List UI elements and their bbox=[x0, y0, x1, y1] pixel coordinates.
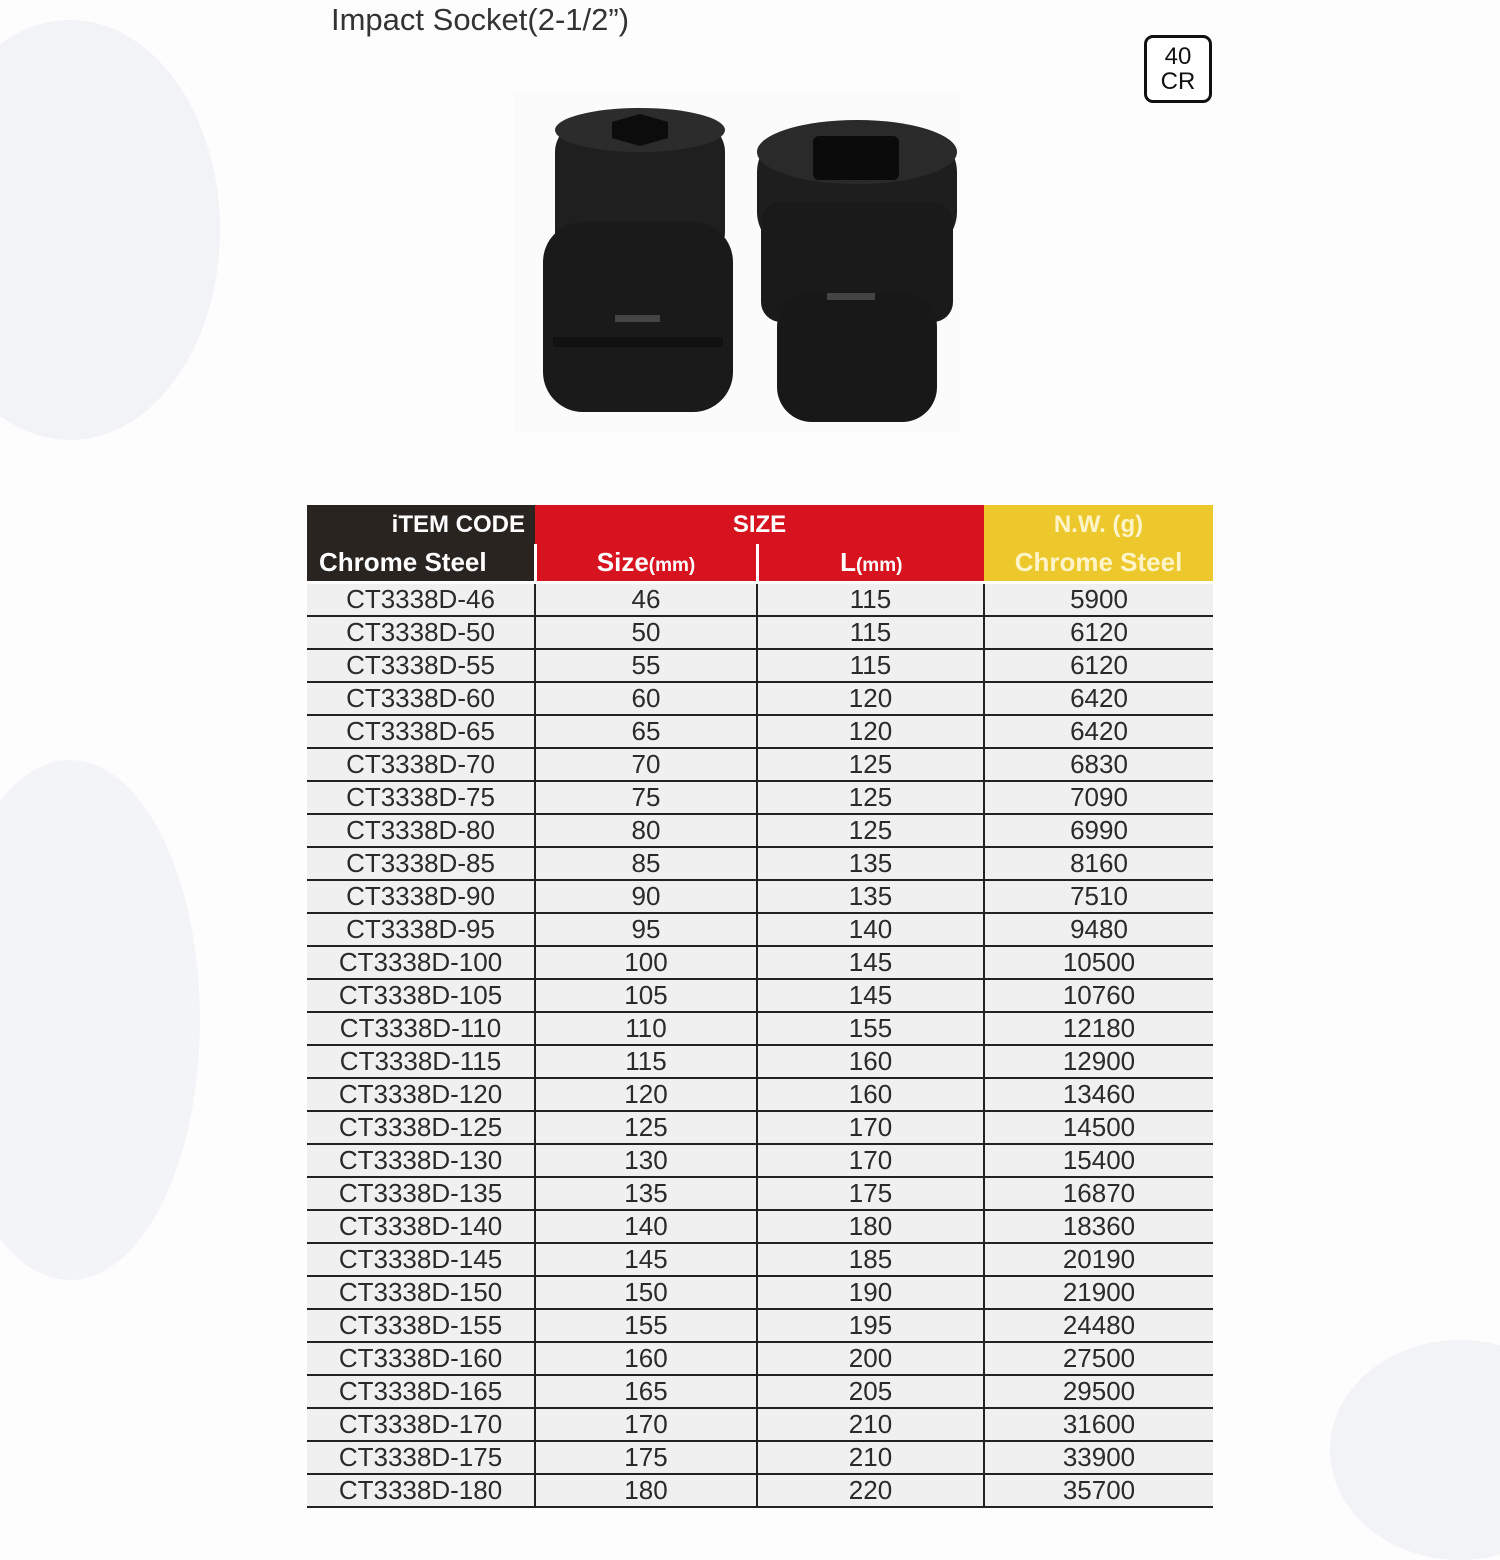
length-cell: 125 bbox=[757, 814, 984, 847]
length-cell: 135 bbox=[757, 880, 984, 913]
table-row bbox=[307, 1012, 1213, 1045]
item-code-cell: CT3338D-46 bbox=[307, 583, 535, 617]
size-cell: 110 bbox=[535, 1012, 757, 1045]
length-cell: 195 bbox=[757, 1309, 984, 1342]
table-row bbox=[307, 814, 1213, 847]
table-row bbox=[307, 1408, 1213, 1441]
header-row-1 bbox=[307, 505, 1213, 544]
length-cell: 125 bbox=[757, 748, 984, 781]
size-cell: 150 bbox=[535, 1276, 757, 1309]
size-cell: 95 bbox=[535, 913, 757, 946]
length-cell: 210 bbox=[757, 1441, 984, 1474]
weight-cell: 29500 bbox=[984, 1375, 1213, 1408]
weight-cell: 18360 bbox=[984, 1210, 1213, 1243]
length-cell: 170 bbox=[757, 1144, 984, 1177]
table-row bbox=[307, 847, 1213, 880]
length-cell: 170 bbox=[757, 1111, 984, 1144]
weight-cell: 33900 bbox=[984, 1441, 1213, 1474]
length-cell: 135 bbox=[757, 847, 984, 880]
weight-cell: 12180 bbox=[984, 1012, 1213, 1045]
size-cell: 85 bbox=[535, 847, 757, 880]
table-row bbox=[307, 1342, 1213, 1375]
size-unit: (mm) bbox=[648, 555, 696, 576]
weight-cell: 10500 bbox=[984, 946, 1213, 979]
background-shape bbox=[0, 20, 220, 440]
item-code-cell: CT3338D-65 bbox=[307, 715, 535, 748]
badge-line2: CR bbox=[1160, 68, 1196, 95]
l-unit: (mm) bbox=[855, 555, 903, 576]
size-cell: 100 bbox=[535, 946, 757, 979]
header-size: SIZE bbox=[535, 505, 984, 544]
length-cell: 115 bbox=[757, 616, 984, 649]
size-cell: 75 bbox=[535, 781, 757, 814]
weight-cell: 12900 bbox=[984, 1045, 1213, 1078]
impact-socket-photo bbox=[515, 92, 960, 432]
item-code-cell: CT3338D-70 bbox=[307, 748, 535, 781]
item-code-cell: CT3338D-175 bbox=[307, 1441, 535, 1474]
item-code-cell: CT3338D-120 bbox=[307, 1078, 535, 1111]
item-code-cell: CT3338D-50 bbox=[307, 616, 535, 649]
length-cell: 155 bbox=[757, 1012, 984, 1045]
length-cell: 120 bbox=[757, 715, 984, 748]
size-cell: 170 bbox=[535, 1408, 757, 1441]
header-row-2 bbox=[307, 544, 1213, 583]
table-row bbox=[307, 781, 1213, 814]
table-row bbox=[307, 1474, 1213, 1507]
length-cell: 160 bbox=[757, 1078, 984, 1111]
size-cell: 60 bbox=[535, 682, 757, 715]
weight-cell: 7510 bbox=[984, 880, 1213, 913]
size-cell: 120 bbox=[535, 1078, 757, 1111]
weight-cell: 9480 bbox=[984, 913, 1213, 946]
weight-cell: 27500 bbox=[984, 1342, 1213, 1375]
item-code-cell: CT3338D-110 bbox=[307, 1012, 535, 1045]
length-cell: 140 bbox=[757, 913, 984, 946]
header-item-code: iTEM CODE bbox=[307, 505, 535, 544]
weight-cell: 14500 bbox=[984, 1111, 1213, 1144]
size-cell: 140 bbox=[535, 1210, 757, 1243]
l-label: L bbox=[840, 547, 856, 577]
item-code-cell: CT3338D-170 bbox=[307, 1408, 535, 1441]
length-cell: 115 bbox=[757, 649, 984, 682]
table-row bbox=[307, 1144, 1213, 1177]
item-code-cell: CT3338D-145 bbox=[307, 1243, 535, 1276]
table-row bbox=[307, 1078, 1213, 1111]
item-code-cell: CT3338D-75 bbox=[307, 781, 535, 814]
table-row bbox=[307, 583, 1213, 617]
table-row bbox=[307, 616, 1213, 649]
table-row bbox=[307, 1441, 1213, 1474]
size-cell: 70 bbox=[535, 748, 757, 781]
weight-cell: 16870 bbox=[984, 1177, 1213, 1210]
item-code-cell: CT3338D-150 bbox=[307, 1276, 535, 1309]
length-cell: 210 bbox=[757, 1408, 984, 1441]
item-code-cell: CT3338D-160 bbox=[307, 1342, 535, 1375]
size-cell: 160 bbox=[535, 1342, 757, 1375]
size-cell: 135 bbox=[535, 1177, 757, 1210]
length-cell: 190 bbox=[757, 1276, 984, 1309]
badge-line1: 40 bbox=[1164, 43, 1192, 70]
weight-cell: 7090 bbox=[984, 781, 1213, 814]
length-cell: 160 bbox=[757, 1045, 984, 1078]
header-size-mm bbox=[535, 544, 757, 583]
background-shape bbox=[0, 760, 200, 1280]
table-row bbox=[307, 946, 1213, 979]
item-code-cell: CT3338D-80 bbox=[307, 814, 535, 847]
weight-cell: 20190 bbox=[984, 1243, 1213, 1276]
table-row bbox=[307, 913, 1213, 946]
item-code-cell: CT3338D-155 bbox=[307, 1309, 535, 1342]
item-code-cell: CT3338D-60 bbox=[307, 682, 535, 715]
weight-cell: 24480 bbox=[984, 1309, 1213, 1342]
item-code-cell: CT3338D-55 bbox=[307, 649, 535, 682]
right-socket-icon bbox=[757, 120, 957, 422]
size-label: Size bbox=[596, 547, 649, 577]
item-code-cell: CT3338D-125 bbox=[307, 1111, 535, 1144]
size-cell: 180 bbox=[535, 1474, 757, 1507]
length-cell: 205 bbox=[757, 1375, 984, 1408]
length-cell: 200 bbox=[757, 1342, 984, 1375]
weight-cell: 6420 bbox=[984, 715, 1213, 748]
background-shape bbox=[1330, 1340, 1500, 1560]
weight-cell: 6420 bbox=[984, 682, 1213, 715]
table-row bbox=[307, 979, 1213, 1012]
size-cell: 155 bbox=[535, 1309, 757, 1342]
item-code-cell: CT3338D-135 bbox=[307, 1177, 535, 1210]
table-row bbox=[307, 748, 1213, 781]
header-chrome-steel-nw: Chrome Steel bbox=[984, 544, 1213, 583]
table-row bbox=[307, 1309, 1213, 1342]
size-cell: 105 bbox=[535, 979, 757, 1012]
table-row bbox=[307, 715, 1213, 748]
weight-cell: 6830 bbox=[984, 748, 1213, 781]
table-row bbox=[307, 649, 1213, 682]
length-cell: 175 bbox=[757, 1177, 984, 1210]
length-cell: 145 bbox=[757, 946, 984, 979]
size-cell: 165 bbox=[535, 1375, 757, 1408]
item-code-cell: CT3338D-105 bbox=[307, 979, 535, 1012]
length-cell: 115 bbox=[757, 583, 984, 617]
size-cell: 130 bbox=[535, 1144, 757, 1177]
weight-cell: 10760 bbox=[984, 979, 1213, 1012]
table-body bbox=[307, 583, 1213, 1508]
length-cell: 180 bbox=[757, 1210, 984, 1243]
table-row bbox=[307, 1177, 1213, 1210]
weight-cell: 35700 bbox=[984, 1474, 1213, 1507]
item-code-cell: CT3338D-95 bbox=[307, 913, 535, 946]
weight-cell: 15400 bbox=[984, 1144, 1213, 1177]
size-cell: 80 bbox=[535, 814, 757, 847]
table-row bbox=[307, 880, 1213, 913]
weight-cell: 6120 bbox=[984, 616, 1213, 649]
header-l-mm bbox=[757, 544, 984, 583]
left-socket-icon bbox=[543, 108, 733, 412]
size-cell: 115 bbox=[535, 1045, 757, 1078]
size-cell: 90 bbox=[535, 880, 757, 913]
weight-cell: 6990 bbox=[984, 814, 1213, 847]
table-row bbox=[307, 1276, 1213, 1309]
chrome-badge bbox=[1144, 35, 1212, 103]
length-cell: 125 bbox=[757, 781, 984, 814]
size-cell: 55 bbox=[535, 649, 757, 682]
item-code-cell: CT3338D-165 bbox=[307, 1375, 535, 1408]
item-code-cell: CT3338D-90 bbox=[307, 880, 535, 913]
table-row bbox=[307, 1375, 1213, 1408]
length-cell: 185 bbox=[757, 1243, 984, 1276]
item-code-cell: CT3338D-85 bbox=[307, 847, 535, 880]
length-cell: 120 bbox=[757, 682, 984, 715]
weight-cell: 6120 bbox=[984, 649, 1213, 682]
size-cell: 46 bbox=[535, 583, 757, 617]
weight-cell: 13460 bbox=[984, 1078, 1213, 1111]
item-code-cell: CT3338D-130 bbox=[307, 1144, 535, 1177]
page-title: Impact Socket(2-1/2”) bbox=[331, 2, 630, 37]
size-cell: 145 bbox=[535, 1243, 757, 1276]
table-row bbox=[307, 682, 1213, 715]
item-code-cell: CT3338D-140 bbox=[307, 1210, 535, 1243]
weight-cell: 8160 bbox=[984, 847, 1213, 880]
length-cell: 220 bbox=[757, 1474, 984, 1507]
header-chrome-steel: Chrome Steel bbox=[307, 544, 535, 583]
size-cell: 125 bbox=[535, 1111, 757, 1144]
table-row bbox=[307, 1111, 1213, 1144]
table-row bbox=[307, 1045, 1213, 1078]
table-row bbox=[307, 1243, 1213, 1276]
table-row bbox=[307, 1210, 1213, 1243]
weight-cell: 31600 bbox=[984, 1408, 1213, 1441]
weight-cell: 21900 bbox=[984, 1276, 1213, 1309]
length-cell: 145 bbox=[757, 979, 984, 1012]
weight-cell: 5900 bbox=[984, 583, 1213, 617]
header-nw: N.W. (g) bbox=[984, 505, 1213, 544]
size-cell: 65 bbox=[535, 715, 757, 748]
spec-table bbox=[307, 505, 1213, 1508]
item-code-cell: CT3338D-180 bbox=[307, 1474, 535, 1507]
item-code-cell: CT3338D-115 bbox=[307, 1045, 535, 1078]
size-cell: 175 bbox=[535, 1441, 757, 1474]
size-cell: 50 bbox=[535, 616, 757, 649]
item-code-cell: CT3338D-100 bbox=[307, 946, 535, 979]
